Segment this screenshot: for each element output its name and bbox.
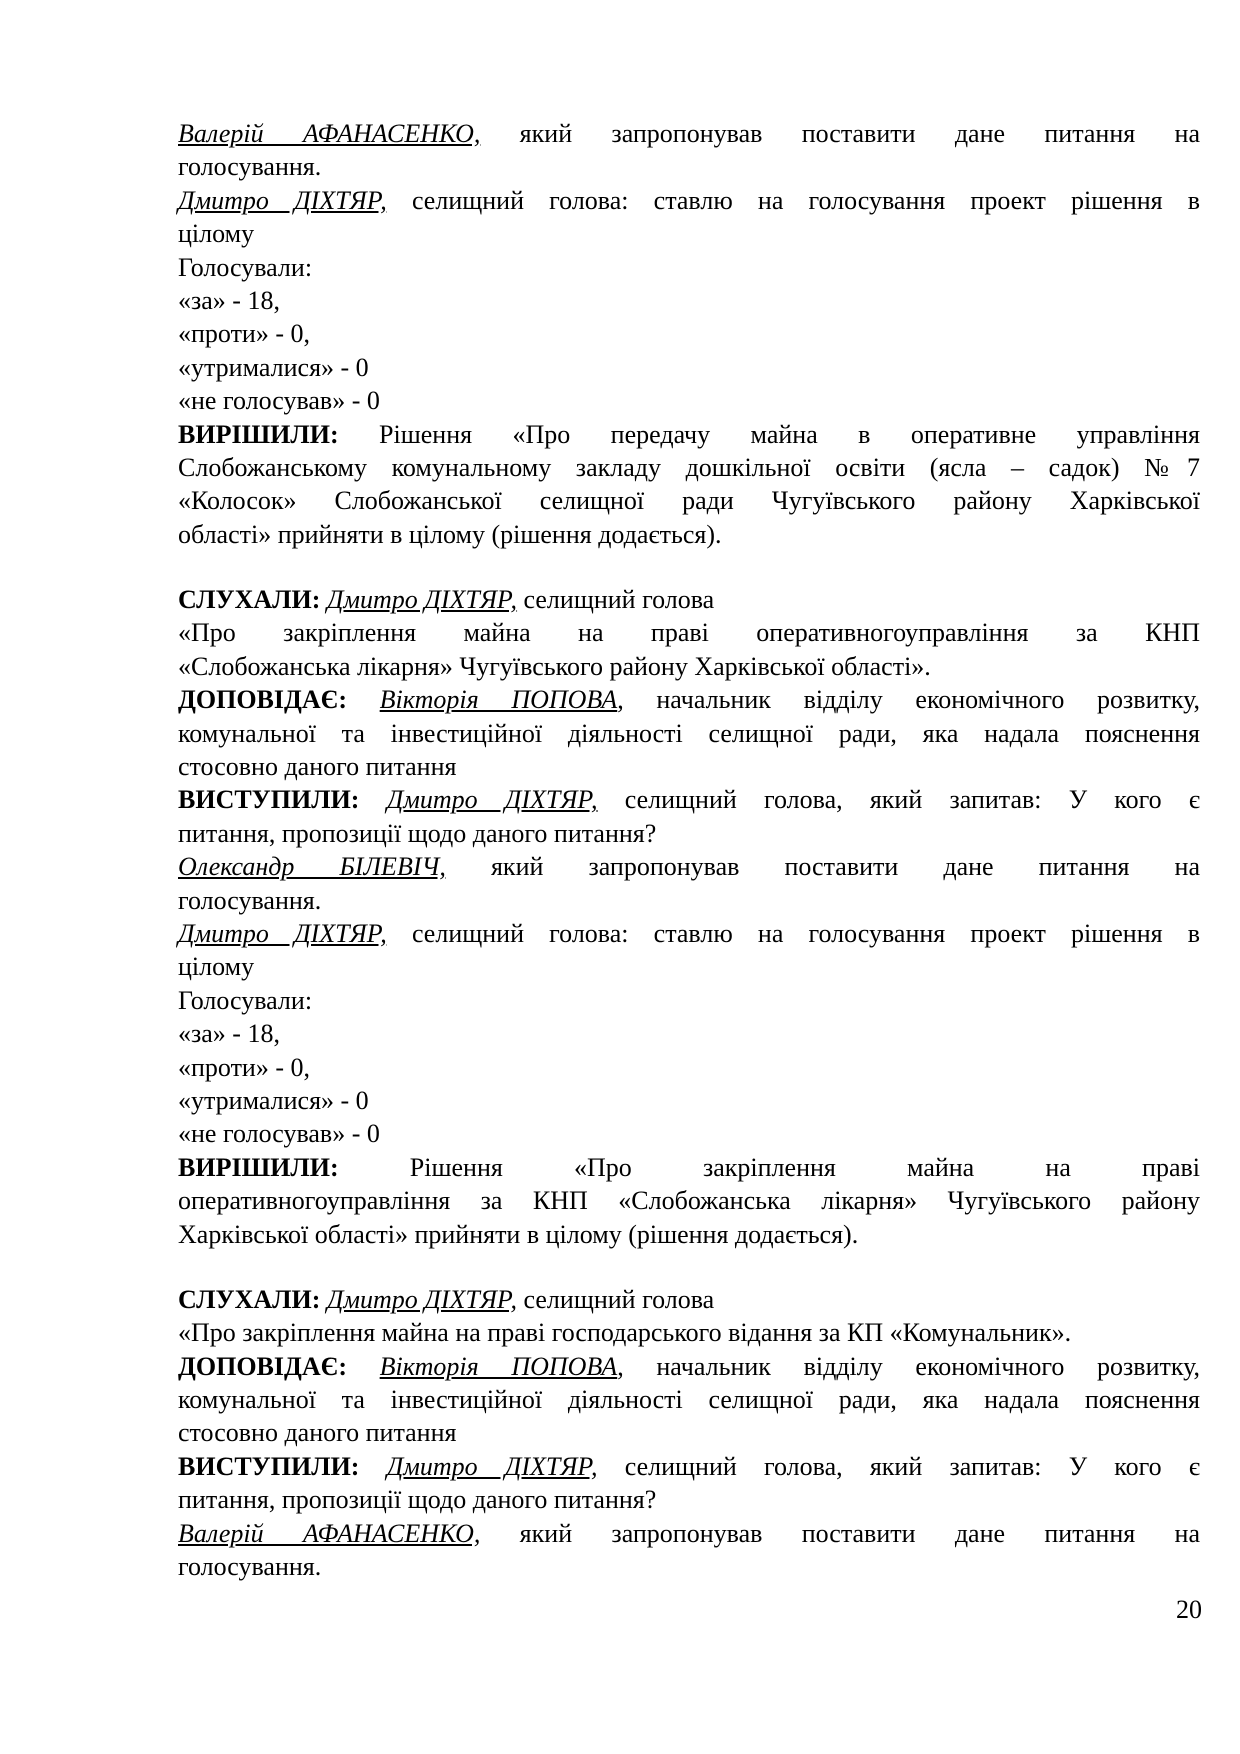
vote-against: «проти» - 0, <box>178 1052 311 1082</box>
text-line: Дмитро ДІХТЯР, селищний голова: ставлю на голосування проект рішення в <box>178 185 1200 215</box>
page-content <box>178 117 1200 1583</box>
text-line: голосування. <box>178 152 322 182</box>
vote-heading: Голосували: <box>178 252 313 282</box>
speakers-label: ВИСТУПИЛИ: <box>178 785 360 815</box>
text-line: питання, пропозиції щодо даного питання? <box>178 818 657 848</box>
text-line: «Колосок» Слобожанської селищної ради Чугуївського району Харківської <box>178 486 1200 516</box>
page-number: 20 <box>1176 1595 1202 1624</box>
report-label: ДОПОВІДАЄ: <box>178 1351 347 1381</box>
paragraph-gap <box>178 551 1200 583</box>
text-line: області» прийняти в цілому (рішення додається). <box>178 519 722 549</box>
speakers-line: ВИСТУПИЛИ: Дмитро ДІХТЯР, селищний голова, який запитав: У кого є <box>178 785 1201 815</box>
speaker-name: Дмитро ДІХТЯР, <box>386 1451 598 1481</box>
text-line: голосування. <box>178 1552 322 1582</box>
text-line: Слобожанському комунальному закладу дошкільної освіти (ясла – садок) №7 <box>178 452 1200 482</box>
report-line: ДОПОВІДАЄ: Вікторія ПОПОВА, начальник відділу економічного розвитку, <box>178 1351 1201 1381</box>
speaker-name: Дмитро ДІХТЯР, <box>326 585 518 615</box>
text-line: Дмитро ДІХТЯР, селищний голова: ставлю на голосування проект рішення в <box>178 918 1200 948</box>
vote-not-voted: «не голосував» - 0 <box>178 1119 380 1149</box>
text-line: «Слобожанська лікарня» Чугуївського району Харківської області». <box>178 651 931 681</box>
speaker-name: Дмитро ДІХТЯР, <box>178 918 387 948</box>
text-line: цілому <box>178 219 255 249</box>
text-line: «Про закріплення майна на праві господарського відання за КП «Комунальник». <box>178 1318 1072 1348</box>
text-line: голосування. <box>178 885 322 915</box>
decision-label: ВИРІШИЛИ: <box>178 1152 339 1182</box>
speaker-name: Дмитро ДІХТЯР, <box>178 185 387 215</box>
text-line: «Про закріплення майна на праві оперативногоуправління за КНП <box>178 618 1200 648</box>
text-line: питання, пропозиції щодо даного питання? <box>178 1485 657 1515</box>
report-line: ДОПОВІДАЄ: Вікторія ПОПОВА, начальник відділу економічного розвитку, <box>178 685 1201 715</box>
vote-for: «за» - 18, <box>178 285 280 315</box>
speaker-name: Дмитро ДІХТЯР, <box>326 1284 518 1314</box>
text-line: цілому <box>178 952 255 982</box>
text-line: оперативногоуправління за КНП «Слобожанська лікарня» Чугуївського району <box>178 1186 1200 1216</box>
text-line: Валерій АФАНАСЕНКО, який запропонував поставити дане питання на <box>178 119 1200 148</box>
speaker-name: Валерій АФАНАСЕНКО, <box>178 119 481 148</box>
vote-heading: Голосували: <box>178 985 313 1015</box>
decision-label: ВИРІШИЛИ: <box>178 419 339 449</box>
heard-label: СЛУХАЛИ: <box>178 1284 321 1314</box>
speaker-name: Вікторія ПОПОВА <box>379 685 618 715</box>
text-line: комунальної та інвестиційної діяльності селищної ради, яка надала пояснення <box>178 1385 1200 1415</box>
text-line: Валерій АФАНАСЕНКО, який запропонував поставити дане питання на <box>178 1518 1200 1548</box>
speaker-name: Олександр БІЛЕВІЧ, <box>178 852 446 882</box>
text-line: стосовно даного питання <box>178 752 457 782</box>
decision-line: ВИРІШИЛИ: Рішення «Про передачу майна в оперативне управління <box>178 419 1200 449</box>
report-label: ДОПОВІДАЄ: <box>178 685 347 715</box>
vote-abstained: «утрималися» - 0 <box>178 1085 369 1115</box>
vote-abstained: «утрималися» - 0 <box>178 352 369 382</box>
heard-line: СЛУХАЛИ: Дмитро ДІХТЯР, селищний голова <box>178 1284 715 1314</box>
speakers-label: ВИСТУПИЛИ: <box>178 1451 360 1481</box>
text-line: стосовно даного питання <box>178 1418 457 1448</box>
vote-against: «проти» - 0, <box>178 319 311 349</box>
vote-not-voted: «не голосував» - 0 <box>178 386 380 416</box>
speakers-line: ВИСТУПИЛИ: Дмитро ДІХТЯР, селищний голова, який запитав: У кого є <box>178 1451 1201 1481</box>
heard-label: СЛУХАЛИ: <box>178 585 321 615</box>
text-line: комунальної та інвестиційної діяльності селищної ради, яка надала пояснення <box>178 718 1200 748</box>
vote-for: «за» - 18, <box>178 1019 280 1049</box>
speaker-name: Вікторія ПОПОВА <box>379 1351 618 1381</box>
text-line: Олександр БІЛЕВІЧ, який запропонував поставити дане питання на <box>178 852 1201 882</box>
speaker-name: Валерій АФАНАСЕНКО, <box>178 1518 481 1548</box>
heard-line: СЛУХАЛИ: Дмитро ДІХТЯР, селищний голова <box>178 585 715 615</box>
decision-line: ВИРІШИЛИ: Рішення «Про закріплення майна на праві <box>178 1152 1200 1182</box>
paragraph-gap <box>178 1251 1200 1283</box>
speaker-name: Дмитро ДІХТЯР, <box>386 785 598 815</box>
text-line: Харківської області» прийняти в цілому (рішення додається). <box>178 1219 859 1249</box>
